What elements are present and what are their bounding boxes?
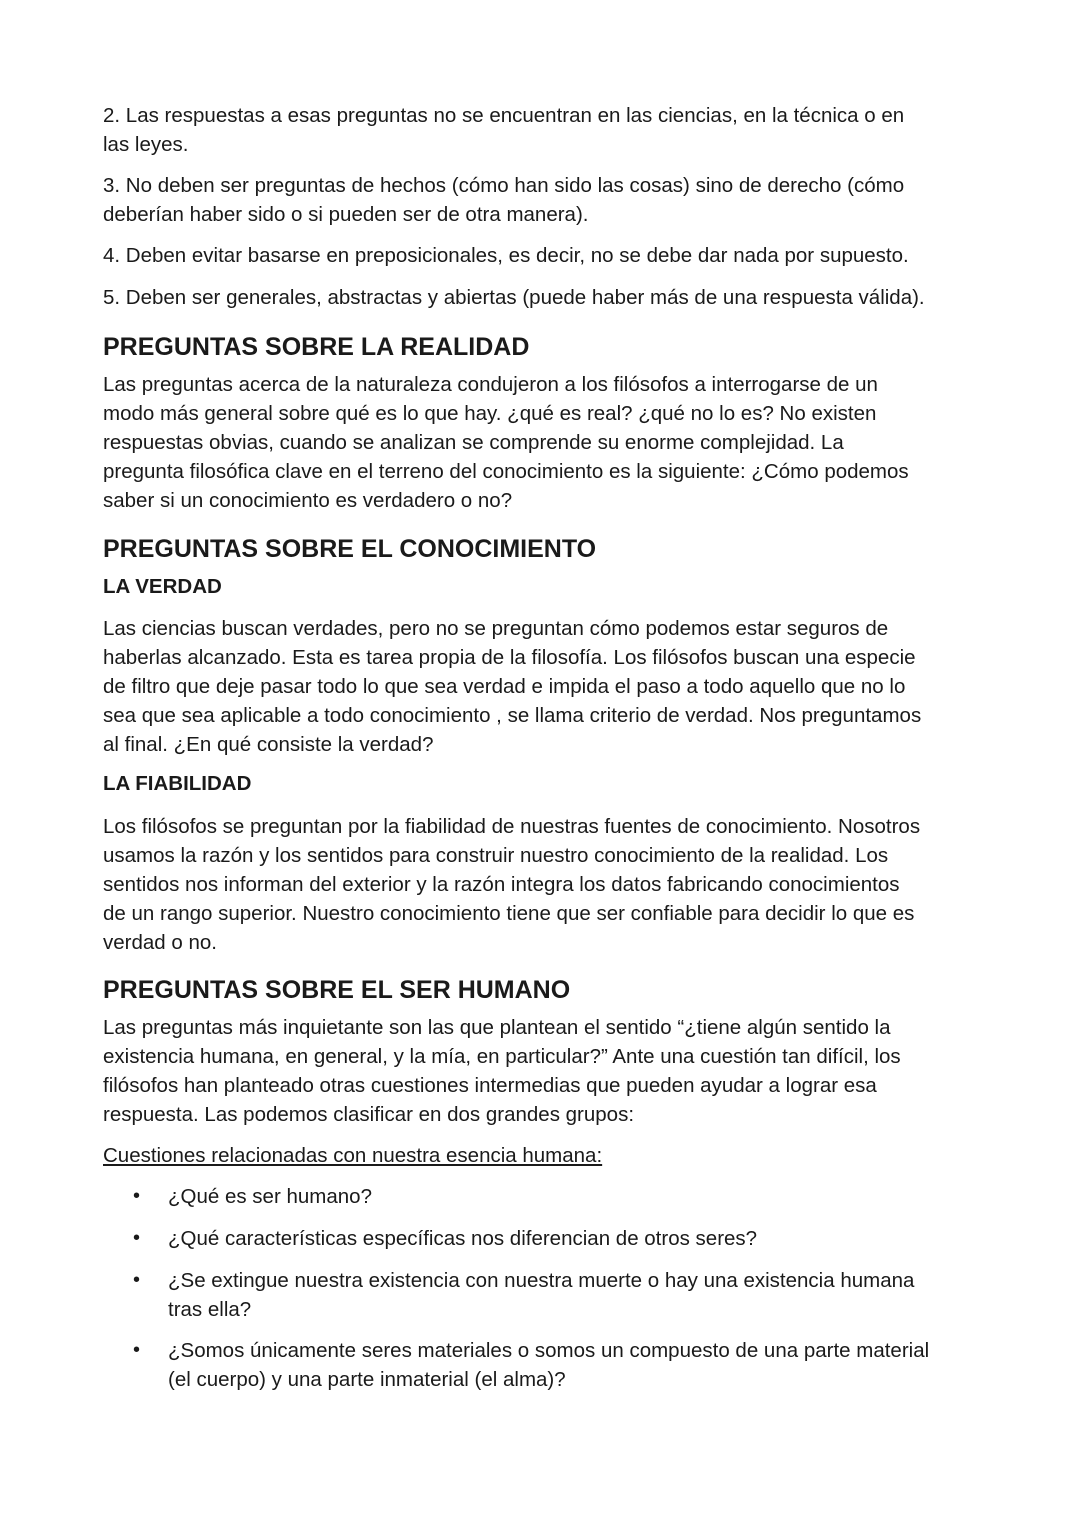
text-line: filósofos han planteado otras cuestiones intermedias que pueden ayudar a lograr esa xyxy=(103,1074,877,1097)
text-line: saber si un conocimiento es verdadero o no? xyxy=(103,489,513,512)
paragraph-fiabilidad xyxy=(103,812,920,957)
text-line: haberlas alcanzado. Esta es tarea propia de la filosofía. Los filósofos buscan una especie xyxy=(103,646,916,669)
text-line: ¿Qué características específicas nos diferencian de otros seres? xyxy=(168,1227,758,1250)
text-line: Los filósofos se preguntan por la fiabilidad de nuestras fuentes de conocimiento. Nosotros xyxy=(103,815,921,838)
list-item-2 xyxy=(103,101,904,159)
text-line: tras ella? xyxy=(168,1298,252,1321)
text-line: las leyes. xyxy=(103,133,189,156)
list-item-4 xyxy=(103,241,909,270)
paragraph-ser-humano xyxy=(103,1013,901,1129)
text-line: 5. Deben ser generales, abstractas y abiertas (puede haber más de una respuesta válida). xyxy=(103,286,925,309)
text-line: ¿Somos únicamente seres materiales o somos un compuesto de una parte material xyxy=(168,1339,930,1362)
text-line: pregunta filosófica clave en el terreno del conocimiento es la siguiente: ¿Cómo podemos xyxy=(103,460,909,483)
text-line: usamos la razón y los sentidos para construir nuestro conocimiento de la realidad. Los xyxy=(103,844,889,867)
list-item xyxy=(168,1336,929,1394)
text-line: sea que sea aplicable a todo conocimiento , se llama criterio de verdad. Nos preguntamos xyxy=(103,704,922,727)
list-item xyxy=(168,1266,914,1324)
text-line: de un rango superior. Nuestro conocimiento tiene que ser confiable para decidir lo que es xyxy=(103,902,915,925)
list-item-3 xyxy=(103,171,904,229)
text-line: ¿Qué es ser humano? xyxy=(168,1185,372,1208)
paragraph-realidad xyxy=(103,370,909,515)
text-line: Las preguntas más inquietante son las que plantean el sentido “¿tiene algún sentido la xyxy=(103,1016,891,1039)
text-line: deberían haber sido o si pueden ser de otra manera). xyxy=(103,203,589,226)
text-line: Las ciencias buscan verdades, pero no se preguntan cómo podemos estar seguros de xyxy=(103,617,889,640)
bullet-icon: • xyxy=(133,1339,141,1361)
heading-conocimiento: PREGUNTAS SOBRE EL CONOCIMIENTO xyxy=(103,535,597,563)
text-line: modo más general sobre qué es lo que hay. ¿qué es real? ¿qué no lo es? No existen xyxy=(103,402,877,425)
text-line: Cuestiones relacionadas con nuestra esencia humana: xyxy=(103,1144,603,1167)
subheading-verdad: LA VERDAD xyxy=(103,575,222,598)
subheading-fiabilidad: LA FIABILIDAD xyxy=(103,772,252,795)
text-line: respuesta. Las podemos clasificar en dos grandes grupos: xyxy=(103,1103,635,1126)
bullet-icon: • xyxy=(133,1269,141,1291)
bullet-icon: • xyxy=(133,1227,141,1249)
text-line: 2. Las respuestas a esas preguntas no se encuentran en las ciencias, en la técnica o en xyxy=(103,104,905,127)
text-line: Las preguntas acerca de la naturaleza condujeron a los filósofos a interrogarse de un xyxy=(103,373,878,396)
text-line: sentidos nos informan del exterior y la razón integra los datos fabricando conocimientos xyxy=(103,873,900,896)
text-line: de filtro que deje pasar todo lo que sea verdad e impida el paso a todo aquello que no lo xyxy=(103,675,906,698)
heading-realidad: PREGUNTAS SOBRE LA REALIDAD xyxy=(103,333,530,361)
list-item xyxy=(168,1182,372,1211)
text-line: ¿Se extingue nuestra existencia con nuestra muerte o hay una existencia humana xyxy=(168,1269,915,1292)
text-line: al final. ¿En qué consiste la verdad? xyxy=(103,733,434,756)
heading-ser-humano: PREGUNTAS SOBRE EL SER HUMANO xyxy=(103,976,571,1004)
list-item xyxy=(168,1224,757,1253)
text-line: existencia humana, en general, y la mía, en particular?” Ante una cuestión tan difícil, los xyxy=(103,1045,901,1068)
text-line: 4. Deben evitar basarse en preposicionales, es decir, no se debe dar nada por supuesto. xyxy=(103,244,909,267)
text-line: (el cuerpo) y una parte inmaterial (el alma)? xyxy=(168,1368,566,1391)
text-line: verdad o no. xyxy=(103,931,217,954)
subheading-esencia xyxy=(103,1141,602,1170)
text-line: respuestas obvias, cuando se analizan se comprende su enorme complejidad. La xyxy=(103,431,844,454)
text-line: 3. No deben ser preguntas de hechos (cómo han sido las cosas) sino de derecho (cómo xyxy=(103,174,905,197)
paragraph-verdad xyxy=(103,614,921,759)
list-item-5 xyxy=(103,283,925,312)
bullet-icon: • xyxy=(133,1185,141,1207)
